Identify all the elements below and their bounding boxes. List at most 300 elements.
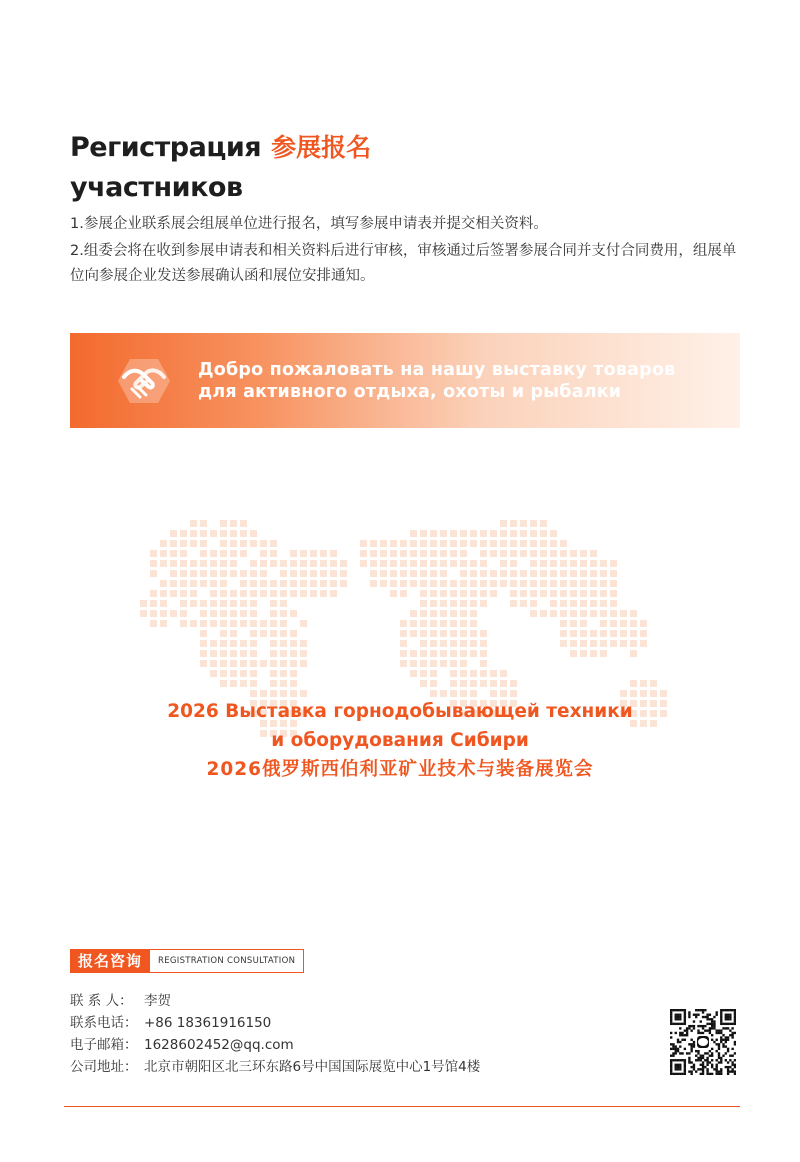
qr-module — [675, 1016, 677, 1018]
qr-module — [697, 1057, 699, 1059]
contact-email-value[interactable]: 1628602452@qq.com — [144, 1037, 294, 1053]
qr-module — [702, 1057, 704, 1059]
map-dot — [250, 690, 257, 697]
footer-divider — [64, 1106, 740, 1107]
map-dot — [270, 660, 277, 667]
map-dot — [480, 630, 487, 637]
map-dot — [430, 600, 437, 607]
qr-module — [725, 1016, 727, 1018]
map-dot — [540, 530, 547, 537]
map-dot — [460, 620, 467, 627]
map-dot — [380, 550, 387, 557]
map-dot — [240, 580, 247, 587]
map-dot — [250, 570, 257, 577]
map-dot — [440, 590, 447, 597]
qr-module — [693, 1020, 695, 1022]
map-dot — [600, 640, 607, 647]
map-dot — [150, 610, 157, 617]
qr-module — [727, 1016, 729, 1018]
map-dot — [400, 630, 407, 637]
map-dot — [440, 550, 447, 557]
map-dot — [320, 570, 327, 577]
qr-module — [675, 1064, 677, 1066]
map-dot — [430, 670, 437, 677]
qr-module — [706, 1016, 708, 1018]
qr-module — [729, 1029, 731, 1031]
qr-module — [670, 1014, 672, 1016]
map-dot — [420, 560, 427, 567]
map-dot — [530, 540, 537, 547]
map-dot — [510, 560, 517, 567]
map-dot — [240, 610, 247, 617]
map-dot — [470, 690, 477, 697]
map-dot — [250, 560, 257, 567]
map-dot — [190, 620, 197, 627]
qr-module — [684, 1048, 686, 1050]
map-dot — [280, 630, 287, 637]
map-dot — [550, 550, 557, 557]
qr-module — [716, 1070, 718, 1072]
qr-module — [716, 1029, 718, 1031]
qr-module — [706, 1014, 708, 1016]
qr-module — [713, 1025, 715, 1027]
qr-module — [702, 1016, 704, 1018]
map-dot — [500, 520, 507, 527]
qr-module — [702, 1064, 704, 1066]
map-dot — [220, 580, 227, 587]
qr-module — [720, 1068, 722, 1070]
map-dot — [160, 610, 167, 617]
qr-module — [720, 1029, 722, 1031]
qr-module — [718, 1073, 720, 1075]
qr-module — [677, 1066, 679, 1068]
qr-module — [718, 1032, 720, 1034]
qr-module — [670, 1036, 672, 1038]
map-dot — [200, 560, 207, 567]
map-dot — [490, 550, 497, 557]
map-dot — [610, 630, 617, 637]
map-dot — [570, 550, 577, 557]
qr-module — [709, 1073, 711, 1075]
map-dot — [450, 610, 457, 617]
map-dot — [150, 570, 157, 577]
qr-module — [734, 1052, 736, 1054]
map-dot — [200, 620, 207, 627]
qr-module — [675, 1068, 677, 1070]
map-dot — [530, 530, 537, 537]
map-dot — [630, 620, 637, 627]
qr-module — [727, 1066, 729, 1068]
qr-module — [727, 1068, 729, 1070]
map-dot — [500, 540, 507, 547]
contact-email-label: 电子邮箱： — [70, 1037, 138, 1053]
qr-module — [702, 1055, 704, 1057]
map-dot — [610, 570, 617, 577]
qr-module — [709, 1023, 711, 1025]
map-dot — [200, 570, 207, 577]
qr-module — [711, 1027, 713, 1029]
map-dot — [220, 590, 227, 597]
map-dot — [310, 580, 317, 587]
qr-module — [725, 1041, 727, 1043]
map-dot — [170, 570, 177, 577]
map-dot — [400, 580, 407, 587]
map-dot — [200, 600, 207, 607]
qr-module — [704, 1009, 706, 1011]
contact-phone-row — [70, 1012, 480, 1034]
qr-module — [672, 1023, 674, 1025]
map-dot — [470, 560, 477, 567]
qr-module — [720, 1061, 722, 1063]
qr-module — [670, 1016, 672, 1018]
map-dot — [510, 680, 517, 687]
qr-module — [704, 1059, 706, 1061]
map-dot — [180, 600, 187, 607]
map-dot — [440, 580, 447, 587]
map-dot — [280, 670, 287, 677]
qr-module — [688, 1043, 690, 1045]
map-dot — [300, 590, 307, 597]
map-dot — [310, 550, 317, 557]
qr-module — [734, 1020, 736, 1022]
map-dot — [510, 520, 517, 527]
banner-line-2: для активного отдыха, охоты и рыбалки — [198, 382, 622, 402]
map-dot — [160, 560, 167, 567]
qr-module — [709, 1027, 711, 1029]
map-dot — [360, 550, 367, 557]
qr-module — [734, 1070, 736, 1072]
map-dot — [180, 540, 187, 547]
map-dot — [470, 670, 477, 677]
qr-module — [706, 1052, 708, 1054]
map-dot — [420, 650, 427, 657]
qr-module — [695, 1070, 697, 1072]
qr-module — [704, 1016, 706, 1018]
map-dot — [480, 550, 487, 557]
map-dot — [210, 640, 217, 647]
qr-module — [704, 1025, 706, 1027]
map-dot — [380, 560, 387, 567]
map-dot — [230, 680, 237, 687]
map-dot — [480, 580, 487, 587]
map-dot — [210, 550, 217, 557]
qr-module — [695, 1050, 697, 1052]
map-dot — [600, 590, 607, 597]
qr-module — [709, 1029, 711, 1031]
qr-module — [711, 1039, 713, 1041]
qr-module — [731, 1055, 733, 1057]
map-dot — [180, 530, 187, 537]
map-dot — [270, 650, 277, 657]
map-dot — [450, 670, 457, 677]
map-dot — [450, 590, 457, 597]
map-dot — [370, 560, 377, 567]
map-dot — [250, 670, 257, 677]
map-dot — [320, 550, 327, 557]
map-dot — [220, 650, 227, 657]
qr-module — [734, 1032, 736, 1034]
qr-module — [695, 1016, 697, 1018]
map-dot — [240, 540, 247, 547]
qr-module — [688, 1016, 690, 1018]
map-dot — [590, 650, 597, 657]
map-dot — [640, 630, 647, 637]
map-dot — [220, 550, 227, 557]
map-dot — [580, 650, 587, 657]
map-dot — [460, 540, 467, 547]
map-dot — [590, 590, 597, 597]
qr-module — [700, 1059, 702, 1061]
qr-module — [729, 1016, 731, 1018]
qr-module — [711, 1025, 713, 1027]
qr-module — [727, 1050, 729, 1052]
qr-module — [722, 1023, 724, 1025]
map-dot — [560, 620, 567, 627]
map-dot — [270, 600, 277, 607]
qr-module — [672, 1055, 674, 1057]
map-dot — [370, 540, 377, 547]
map-dot — [650, 690, 657, 697]
map-dot — [260, 560, 267, 567]
qr-module — [725, 1045, 727, 1047]
map-dot — [400, 560, 407, 567]
qr-module — [679, 1016, 681, 1018]
contact-address-value: 北京市朝阳区北三环东路6号中国国际展览中心1号馆4楼 — [144, 1059, 481, 1075]
qr-module — [677, 1048, 679, 1050]
expo-title-ru-2: и оборудования Сибири — [271, 730, 529, 751]
map-dot — [150, 550, 157, 557]
qr-module — [684, 1059, 686, 1061]
map-dot — [420, 620, 427, 627]
map-dot — [520, 530, 527, 537]
map-dot — [200, 580, 207, 587]
qr-module — [702, 1061, 704, 1063]
map-dot — [640, 620, 647, 627]
qr-module — [672, 1045, 674, 1047]
qr-module — [688, 1011, 690, 1013]
map-dot — [420, 680, 427, 687]
map-dot — [180, 620, 187, 627]
map-dot — [500, 690, 507, 697]
map-dot — [170, 540, 177, 547]
map-dot — [470, 600, 477, 607]
qr-module — [688, 1014, 690, 1016]
qr-module — [716, 1073, 718, 1075]
map-dot — [210, 580, 217, 587]
map-dot — [430, 680, 437, 687]
map-dot — [260, 570, 267, 577]
map-dot — [580, 630, 587, 637]
map-dot — [460, 640, 467, 647]
qr-module — [718, 1070, 720, 1072]
qr-module — [727, 1048, 729, 1050]
qr-module — [675, 1059, 677, 1061]
qr-module — [700, 1055, 702, 1057]
qr-module — [734, 1009, 736, 1011]
contact-phone-value[interactable]: +86 18361916150 — [144, 1015, 272, 1031]
map-dot — [280, 650, 287, 657]
map-dot — [240, 670, 247, 677]
map-dot — [220, 520, 227, 527]
qr-module — [670, 1020, 672, 1022]
qr-module — [670, 1048, 672, 1050]
map-dot — [360, 560, 367, 567]
map-dot — [580, 560, 587, 567]
qr-module — [693, 1068, 695, 1070]
map-dot — [360, 540, 367, 547]
qr-module — [675, 1014, 677, 1016]
map-dot — [410, 540, 417, 547]
map-dot — [580, 580, 587, 587]
map-dot — [430, 540, 437, 547]
contact-email-row — [70, 1034, 480, 1056]
qr-module — [695, 1009, 697, 1011]
qr-module — [684, 1009, 686, 1011]
map-dot — [590, 580, 597, 587]
qr-module — [727, 1039, 729, 1041]
qr-module — [700, 1032, 702, 1034]
map-dot — [600, 570, 607, 577]
map-dot — [220, 570, 227, 577]
qr-module — [716, 1039, 718, 1041]
qr-module — [706, 1061, 708, 1063]
map-dot — [540, 610, 547, 617]
map-dot — [200, 630, 207, 637]
qr-module — [729, 1034, 731, 1036]
contact-address-row — [70, 1056, 480, 1078]
map-dot — [460, 610, 467, 617]
qr-module — [684, 1064, 686, 1066]
qr-module — [720, 1070, 722, 1072]
map-dot — [190, 560, 197, 567]
map-dot — [240, 640, 247, 647]
map-dot — [210, 600, 217, 607]
qr-module — [684, 1070, 686, 1072]
qr-module — [727, 1061, 729, 1063]
map-dot — [280, 600, 287, 607]
map-dot — [530, 570, 537, 577]
step-1: 1.参展企业联系展会组展单位进行报名，填写参展申请表并提交相关资料。 — [70, 216, 548, 232]
map-dot — [590, 640, 597, 647]
qr-module — [677, 1059, 679, 1061]
map-dot — [400, 650, 407, 657]
map-dot — [240, 550, 247, 557]
map-dot — [400, 550, 407, 557]
qr-module — [722, 1043, 724, 1045]
map-dot — [460, 600, 467, 607]
qr-module — [734, 1016, 736, 1018]
map-dot — [510, 530, 517, 537]
map-dot — [530, 580, 537, 587]
map-dot — [280, 570, 287, 577]
map-dot — [370, 550, 377, 557]
map-dot — [560, 630, 567, 637]
map-dot — [320, 560, 327, 567]
qr-module — [675, 1048, 677, 1050]
map-dot — [230, 660, 237, 667]
qr-module — [711, 1023, 713, 1025]
qr-module — [734, 1014, 736, 1016]
contact-info — [70, 990, 480, 1078]
map-dot — [170, 610, 177, 617]
qr-module — [675, 1009, 677, 1011]
qr-module — [679, 1009, 681, 1011]
map-dot — [270, 550, 277, 557]
qr-module — [690, 1045, 692, 1047]
qr-module — [675, 1032, 677, 1034]
map-dot — [510, 690, 517, 697]
map-dot — [290, 570, 297, 577]
qr-module — [729, 1009, 731, 1011]
map-dot — [440, 610, 447, 617]
qr-module — [709, 1050, 711, 1052]
map-dot — [610, 590, 617, 597]
qr-code-icon[interactable] — [670, 1009, 736, 1075]
qr-module — [690, 1073, 692, 1075]
qr-module — [734, 1011, 736, 1013]
map-dot — [170, 550, 177, 557]
map-dot — [440, 570, 447, 577]
qr-module — [693, 1025, 695, 1027]
map-dot — [540, 560, 547, 567]
qr-module — [684, 1016, 686, 1018]
qr-module — [675, 1023, 677, 1025]
map-dot — [500, 570, 507, 577]
contact-person-row — [70, 990, 480, 1012]
map-dot — [150, 560, 157, 567]
map-dot — [310, 560, 317, 567]
consult-label-en: REGISTRATION CONSULTATION — [150, 949, 304, 973]
map-dot — [200, 660, 207, 667]
qr-module — [670, 1043, 672, 1045]
qr-module — [704, 1066, 706, 1068]
qr-module — [720, 1059, 722, 1061]
map-dot — [450, 580, 457, 587]
qr-module — [729, 1070, 731, 1072]
map-dot — [490, 580, 497, 587]
qr-module — [725, 1036, 727, 1038]
map-dot — [470, 530, 477, 537]
map-dot — [480, 660, 487, 667]
map-dot — [530, 560, 537, 567]
map-dot — [210, 530, 217, 537]
map-dot — [410, 630, 417, 637]
map-dot — [200, 530, 207, 537]
qr-module — [677, 1064, 679, 1066]
map-dot — [230, 550, 237, 557]
map-dot — [560, 610, 567, 617]
map-dot — [220, 660, 227, 667]
qr-module — [677, 1009, 679, 1011]
map-dot — [220, 540, 227, 547]
expo-title-zh: 2026俄罗斯西伯利亚矿业技术与装备展览会 — [206, 759, 594, 780]
qr-module — [679, 1032, 681, 1034]
qr-module — [690, 1029, 692, 1031]
qr-module — [697, 1032, 699, 1034]
map-dot — [490, 530, 497, 537]
map-dot — [430, 620, 437, 627]
map-dot — [460, 580, 467, 587]
qr-module — [727, 1009, 729, 1011]
qr-module — [690, 1039, 692, 1041]
map-dot — [230, 620, 237, 627]
map-dot — [240, 520, 247, 527]
map-dot — [190, 520, 197, 527]
qr-module — [690, 1070, 692, 1072]
map-dot — [420, 580, 427, 587]
map-dot — [400, 640, 407, 647]
qr-module — [718, 1048, 720, 1050]
